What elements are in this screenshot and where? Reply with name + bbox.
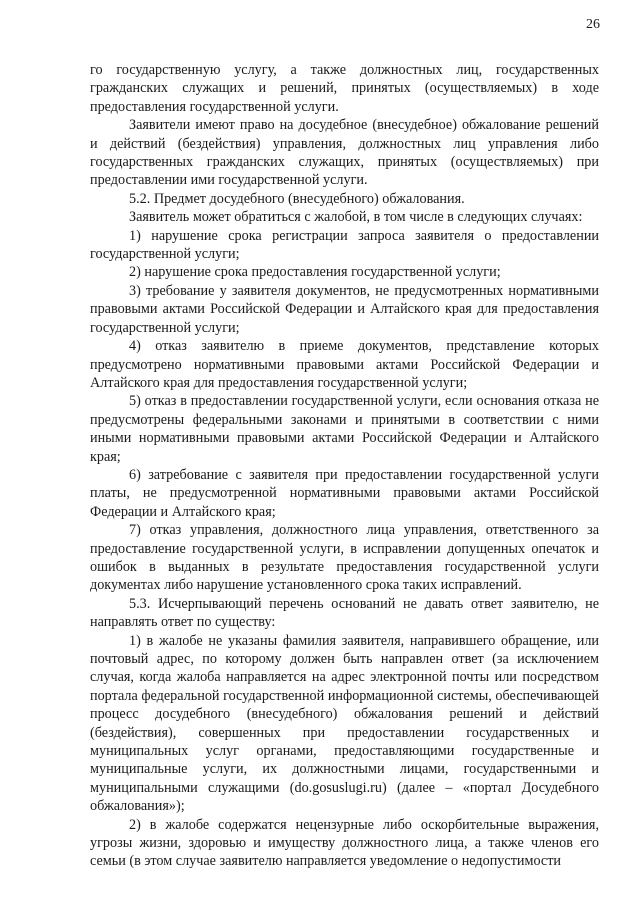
- paragraph: Заявитель может обратиться с жалобой, в том числе в следующих случаях:: [129, 209, 583, 226]
- page-number: 26: [586, 17, 600, 32]
- list-item: 2) в жалобе содержатся нецензурные либо оскорбительные выражения, угрозы жизни, здоровью и имуществу должностного лица, а также членов его семьи (в этом случае заявителю направляется уведомление о недопустимости: [90, 816, 599, 870]
- section-heading: 5.2. Предмет досудебного (внесудебного) обжалования.: [129, 190, 465, 207]
- list-item: 6) затребование с заявителя при предоставлении государственной услуги платы, не предусмотренной нормативными правовыми актами Российской Федерации и Алтайского края;: [90, 466, 599, 520]
- list-item: 1) нарушение срока регистрации запроса заявителя о предоставлении государственной услуги;: [90, 227, 599, 263]
- paragraph: го государственную услугу, а также должностных лиц, государственных гражданских служащих и решений, принятых (осуществляемых) в ходе предоставления государственной услуги.: [90, 62, 599, 115]
- list-item: 2) нарушение срока предоставления государственной услуги;: [129, 264, 501, 281]
- list-item: 3) требование у заявителя документов, не предусмотренных нормативными правовыми актами Российской Федерации и Алтайского края для предоставления государственной услуги;: [90, 282, 599, 336]
- list-item: 1) в жалобе не указаны фамилия заявителя, направившего обращение, или почтовый адрес, по которому должен быть направлен ответ (за исключением случая, когда жалоба направляется на адрес электронной почты или посредством портала федеральной государственной информационной системы, обеспечивающей процесс досудебного (внесудебного) обжалования решений и действий (бездействия), совершенных при предоставлении государственных и муниципальных услуг органами, предоставляющими государственные и муниципальные услуги, их должностными лицами, государственными и муниципальными служащими (do.gosuslugi.ru) (далее – «портал Досудебного обжалования»);: [90, 632, 599, 815]
- list-item: 4) отказ заявителю в приеме документов, представление которых предусмотрено нормативными правовыми актами Российской Федерации и Алтайского края для предоставления государственной услуги;: [90, 338, 599, 391]
- section-heading: 5.3. Исчерпывающий перечень оснований не давать ответ заявителю, не направлять ответ по существу:: [90, 595, 599, 631]
- document-body: [90, 61, 599, 871]
- list-item: 7) отказ управления, должностного лица управления, ответственного за предоставление государственной услуги, в исправлении допущенных опечаток и ошибок в выданных в результате предоставления государственной услуги документах либо нарушение установленного срока таких исправлений.: [90, 522, 599, 594]
- paragraph: Заявители имеют право на досудебное (внесудебное) обжалование решений и действий (бездействия) управления, должностных лиц управления либо государственных гражданских служащих, принятых (осуществляемых) при предоставлении ими государственной услуги.: [90, 117, 599, 189]
- list-item: 5) отказ в предоставлении государственной услуги, если основания отказа не предусмотрены федеральными законами и принятыми в соответствии с ними иными нормативными правовыми актами Российской Федерации и Алтайского края;: [90, 393, 599, 465]
